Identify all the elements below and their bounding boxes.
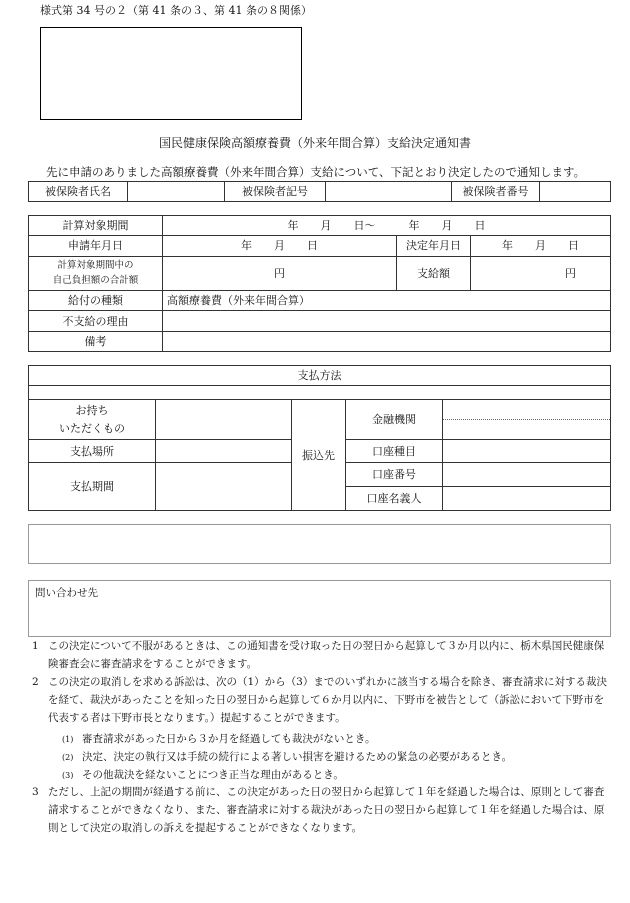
benefit-type-label: 給付の種類	[29, 291, 163, 311]
note-3-number: 3	[32, 786, 39, 798]
payment-place-label: 支払場所	[29, 440, 156, 462]
sub-item-3	[62, 767, 344, 782]
payment-table	[28, 365, 611, 511]
payment-period-label: 支払期間	[29, 462, 156, 510]
bring-items-label-line1: お持ち	[75, 403, 109, 417]
insured-name-value[interactable]	[128, 182, 225, 202]
apply-date-label: 申請年月日	[29, 236, 163, 256]
insured-number-label: 被保険者番号	[452, 182, 540, 202]
self-pay-label-line2: 自己負担額の合計額	[52, 275, 139, 287]
intro-text: 先に申請のありました高額療養費（外来年間合算）支給について、下記とおり決定したので通知します。	[46, 165, 586, 179]
note-3-text: ただし、上記の期間が経過する前に、この決定があった日の翌日から起算して１年を経過した場合は、原則として審査請求することができなくなり、また、審査請求に対する裁決があった日の翌日から起算して１年を経過した場合は、原則として決定の取消しの訴えを提起することができなくなります。	[48, 786, 605, 834]
contact-label: 問い合わせ先	[35, 587, 98, 599]
payment-amount-unit: 円	[565, 266, 576, 280]
payment-method-header: 支払方法	[29, 366, 611, 386]
sub-item-2-text: 決定、決定の執行又は手続の続行による著しい損害を避けるための緊急の必要があるとき。	[82, 751, 513, 763]
sub-item-3-mark: (3)	[62, 771, 74, 780]
account-number-value[interactable]	[443, 462, 611, 486]
account-holder-label: 口座名義人	[346, 486, 443, 510]
non-payment-reason-value[interactable]	[163, 311, 611, 331]
decision-date-label: 決定年月日	[397, 236, 471, 256]
period-label: 計算対象期間	[29, 216, 163, 236]
bank-label: 金融機関	[346, 400, 443, 440]
account-type-value[interactable]	[443, 440, 611, 462]
sub-item-1-text: 審査請求があった日から３か月を経過しても裁決がないとき。	[82, 733, 376, 745]
address-box	[40, 27, 302, 120]
note-1-number: 1	[32, 640, 39, 652]
bring-items-value[interactable]	[156, 400, 292, 440]
sub-item-2-mark: (2)	[62, 753, 74, 762]
insured-table	[28, 181, 611, 202]
bring-items-label	[29, 400, 156, 440]
account-holder-value[interactable]	[443, 486, 611, 510]
note-2-number: 2	[32, 676, 39, 688]
benefit-type-value[interactable]: 高額療養費（外来年間合算）	[163, 291, 611, 311]
payment-period-value[interactable]	[156, 462, 292, 510]
sub-item-2	[62, 749, 512, 764]
sub-item-3-text: その他裁決を経ないことにつき正当な理由があるとき。	[82, 769, 344, 781]
form-header: 様式第 34 号の２（第 41 条の３、第 41 条の８関係）	[40, 4, 312, 17]
note-2-text: この決定の取消しを求める訴訟は、次の（1）から（3）までのいずれかに該当する場合を除き、審査請求に対する裁決を経て、裁決があったことを知った日の翌日から起算して６か月以内に、下野市を被告として（訴訟において下野市を代表する者は下野市長となります。）提起することができます。	[48, 676, 607, 724]
transfer-label: 振込先	[292, 400, 346, 511]
payment-amount-value[interactable]	[471, 256, 611, 291]
payment-place-value[interactable]	[156, 440, 292, 462]
payment-amount-label: 支給額	[397, 256, 471, 291]
apply-date-value[interactable]: 年 月 日	[163, 236, 397, 256]
self-pay-unit: 円	[274, 266, 285, 280]
self-pay-value[interactable]	[163, 256, 397, 291]
account-number-label: 口座番号	[346, 462, 443, 486]
blank-box	[28, 524, 611, 564]
remarks-value[interactable]	[163, 331, 611, 351]
period-value[interactable]: 年 月 日～ 年 月 日	[163, 216, 611, 236]
payment-blank-row	[29, 386, 611, 400]
non-payment-reason-label: 不支給の理由	[29, 311, 163, 331]
contact-box	[28, 580, 611, 637]
decision-date-value[interactable]: 年 月 日	[471, 236, 611, 256]
bank-value-lower[interactable]	[443, 420, 611, 440]
details-table	[28, 215, 611, 352]
bring-items-label-line2: いただくもの	[59, 421, 125, 435]
remarks-label: 備考	[29, 331, 163, 351]
sub-item-1	[62, 731, 375, 746]
insured-number-value[interactable]	[540, 182, 611, 202]
insured-name-label: 被保険者氏名	[29, 182, 128, 202]
note-1-text: この決定について不服があるときは、この通知書を受け取った日の翌日から起算して３か月以内に、栃木県国民健康保険審査会に審査請求をすることができます。	[48, 640, 605, 670]
self-pay-label	[29, 256, 163, 291]
insured-symbol-label: 被保険者記号	[225, 182, 326, 202]
account-type-label: 口座種目	[346, 440, 443, 462]
self-pay-label-line1: 計算対象期間中の	[57, 260, 134, 272]
insured-symbol-value[interactable]	[326, 182, 452, 202]
sub-item-1-mark: (1)	[62, 735, 74, 744]
document-title: 国民健康保険高額療養費（外来年間合算）支給決定通知書	[158, 136, 471, 150]
bank-value-upper[interactable]	[443, 400, 611, 420]
